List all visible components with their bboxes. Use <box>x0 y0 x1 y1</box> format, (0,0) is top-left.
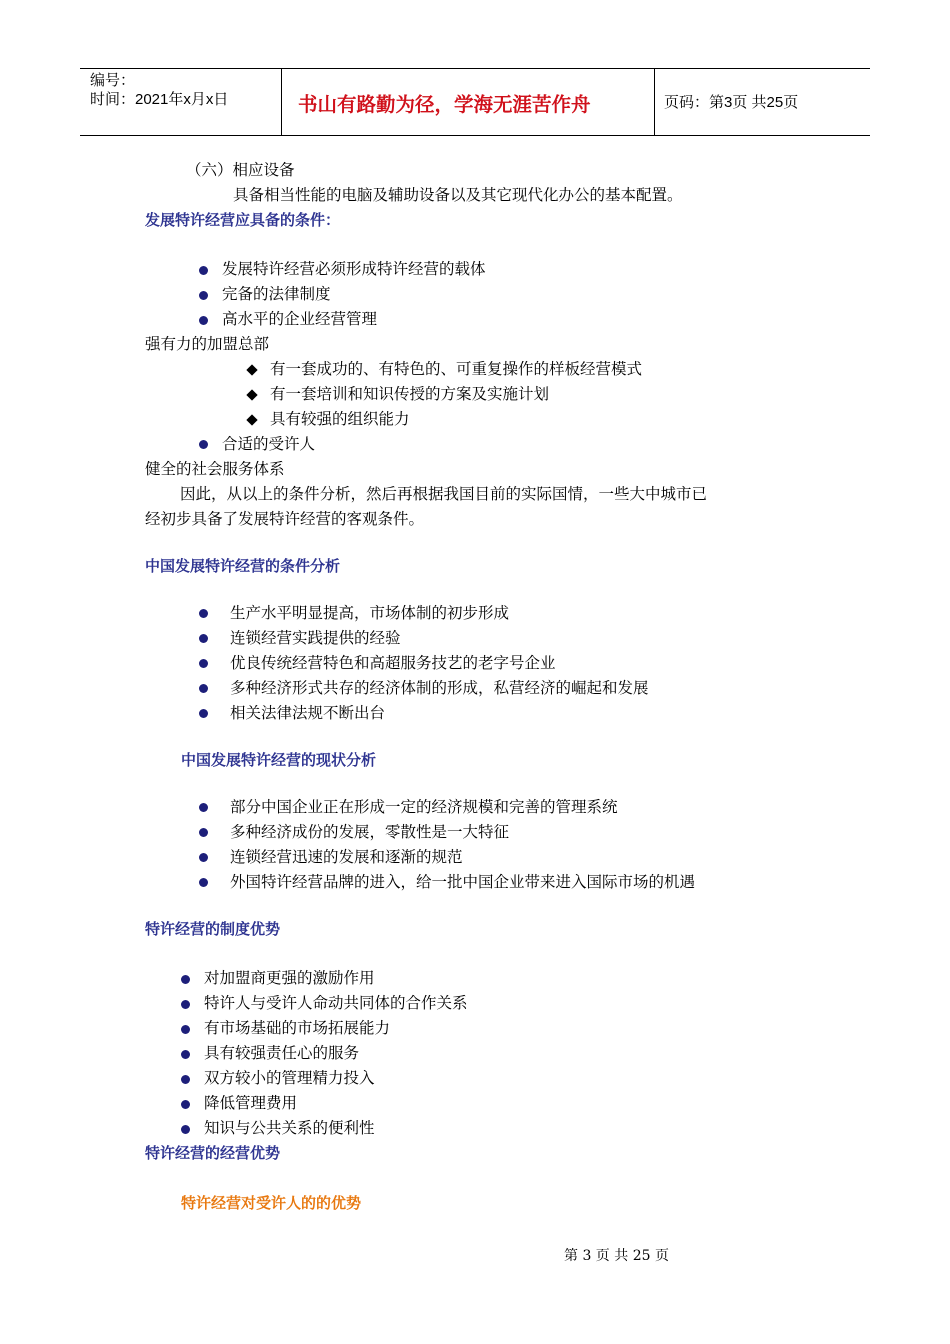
diamond-icon <box>246 414 257 425</box>
list-item: 有一套培训和知识传授的方案及实施计划 <box>270 385 550 403</box>
list-item: 高水平的企业经营管理 <box>222 310 378 328</box>
header-bottom-rule <box>80 135 870 136</box>
list-item: 连锁经营实践提供的经验 <box>230 629 401 647</box>
bullet-icon <box>199 316 208 325</box>
bullet-icon <box>199 266 208 275</box>
bullet-icon <box>199 291 208 300</box>
diamond-icon <box>246 389 257 400</box>
bullet-icon <box>181 1000 190 1009</box>
bullet-icon <box>181 1100 190 1109</box>
list-item: 合适的受许人 <box>222 435 316 453</box>
social-system-label: 健全的社会服务体系 <box>145 460 285 478</box>
list-item: 发展特许经营必须形成特许经营的载体 <box>222 260 486 278</box>
header-divider-left <box>281 68 282 136</box>
bullet-icon <box>199 440 208 449</box>
bullet-icon <box>199 634 208 643</box>
section-heading-china-conditions: 中国发展特许经营的条件分析 <box>145 557 341 575</box>
hq-label: 强有力的加盟总部 <box>145 335 270 353</box>
bullet-icon <box>199 828 208 837</box>
conclusion-line: 因此，从以上的条件分析，然后再根据我国目前的实际国情，一些大中城市已 <box>180 485 708 503</box>
header-motto: 书山有路勤为径，学海无涯苦作舟 <box>298 93 591 116</box>
list-item: 特许人与受许人命动共同体的合作关系 <box>204 994 468 1012</box>
bullet-icon <box>199 803 208 812</box>
list-item: 优良传统经营特色和高超服务技艺的老字号企业 <box>230 654 556 672</box>
list-item: 部分中国企业正在形成一定的经济规模和完善的管理系统 <box>230 798 618 816</box>
list-item: 多种经济形式共存的经济体制的形成，私营经济的崛起和发展 <box>230 679 649 697</box>
subheading-licensee-advantages: 特许经营对受许人的的优势 <box>181 1194 362 1212</box>
bullet-icon <box>181 1025 190 1034</box>
bullet-icon <box>199 609 208 618</box>
list-item: 连锁经营迅速的发展和逐渐的规范 <box>230 848 463 866</box>
list-item: 生产水平明显提高，市场体制的初步形成 <box>230 604 510 622</box>
list-item: 多种经济成份的发展，零散性是一大特征 <box>230 823 510 841</box>
item-six-title: （六）相应设备 <box>186 161 295 179</box>
list-item: 双方较小的管理精力投入 <box>204 1069 375 1087</box>
conclusion-line: 经初步具备了发展特许经营的客观条件。 <box>145 510 425 528</box>
header-divider-right <box>654 68 655 136</box>
bullet-icon <box>181 1050 190 1059</box>
list-item: 相关法律法规不断出台 <box>230 704 386 722</box>
section-heading-business-advantages: 特许经营的经营优势 <box>145 1144 281 1162</box>
bullet-icon <box>199 684 208 693</box>
list-item: 外国特许经营品牌的进入，给一批中国企业带来进入国际市场的机遇 <box>230 873 696 891</box>
item-six-text: 具备相当性能的电脑及辅助设备以及其它现代化办公的基本配置。 <box>233 186 683 204</box>
bullet-icon <box>181 975 190 984</box>
list-item: 知识与公共关系的便利性 <box>204 1119 375 1137</box>
page-code: 页码：第3页 共25页 <box>664 94 799 111</box>
section-heading-system-advantages: 特许经营的制度优势 <box>145 920 281 938</box>
list-item: 具有较强的组织能力 <box>270 410 410 428</box>
section-heading-conditions: 发展特许经营应具备的条件： <box>145 211 341 229</box>
section-heading-china-status: 中国发展特许经营的现状分析 <box>181 751 377 769</box>
header-top-rule <box>80 68 870 69</box>
list-item: 有市场基础的市场拓展能力 <box>204 1019 391 1037</box>
list-item: 对加盟商更强的激励作用 <box>204 969 375 987</box>
time-label: 时间：2021年x月x日 <box>90 91 229 108</box>
bullet-icon <box>199 659 208 668</box>
list-item: 降低管理费用 <box>204 1094 298 1112</box>
list-item: 完备的法律制度 <box>222 285 331 303</box>
bullet-icon <box>181 1125 190 1134</box>
list-item: 有一套成功的、有特色的、可重复操作的样板经营模式 <box>270 360 643 378</box>
bullet-icon <box>181 1075 190 1084</box>
list-item: 具有较强责任心的服务 <box>204 1044 360 1062</box>
diamond-icon <box>246 364 257 375</box>
bullet-icon <box>199 709 208 718</box>
bullet-icon <box>199 853 208 862</box>
page-footer: 第 3 页 共 25 页 <box>564 1248 669 1264</box>
serial-label: 编号： <box>90 72 136 89</box>
bullet-icon <box>199 878 208 887</box>
